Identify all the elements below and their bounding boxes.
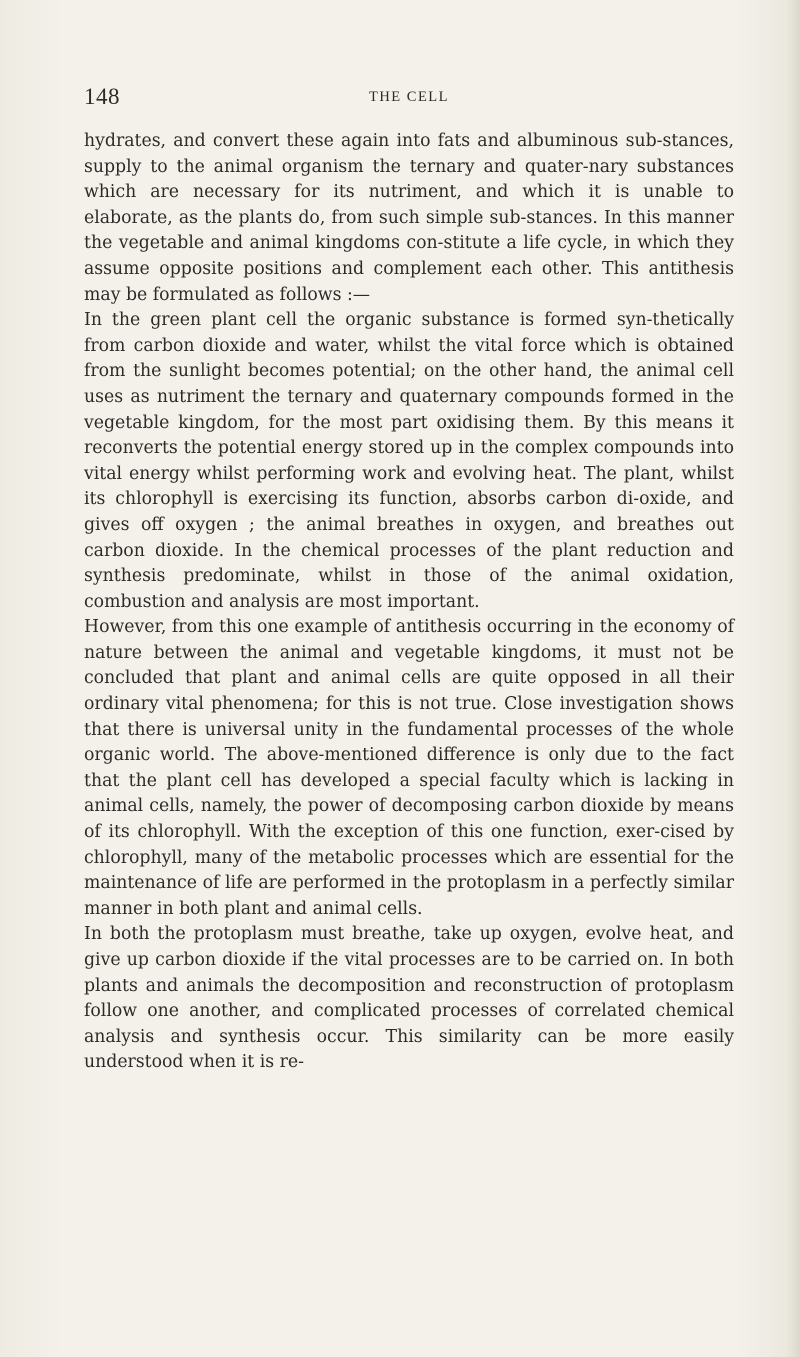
page-number: 148: [84, 84, 120, 109]
body-text: [84, 129, 734, 1076]
page-edge-shadow: [786, 0, 800, 1357]
page-header: [84, 82, 734, 116]
running-head: THE CELL: [368, 89, 450, 105]
paragraph-4: In both the protoplasm must breathe, take up oxygen, evolve heat, and give up carbon dioxide if the vital processes are to be carried on. In both plants and animals the decomposition and reconstruction of protoplasm follow one another, and complicated processes of correlated chemical analysis and synthesis occur. This similarity can be more easily understood when it is re-: [84, 924, 734, 1073]
paragraph-1: hydrates, and convert these again into fats and albuminous sub-stances, supply to the animal organism the ternary and quater-nary substances which are necessary for its nutriment, and which it is unable to elaborate, as the plants do, from such simple sub-stances. In this manner the vegetable and animal kingdoms con-stitute a life cycle, in which they assume opposite positions and complement each other. This antithesis may be formulated as follows :—: [84, 131, 734, 305]
paragraph-2: In the green plant cell the organic substance is formed syn-thetically from carbon dioxide and water, whilst the vital force which is obtained from the sunlight becomes potential; on the other hand, the animal cell uses as nutriment the ternary and quaternary compounds formed in the vegetable kingdom, for the most part oxidising them. By this means it reconverts the potential energy stored up in the complex compounds into vital energy whilst performing work and evolving heat. The plant, whilst its chlorophyll is exercising its function, absorbs carbon di-oxide, and gives off oxygen ; the animal breathes in oxygen, and breathes out carbon dioxide. In the chemical processes of the plant reduction and synthesis predominate, whilst in those of the animal oxidation, combustion and analysis are most important.: [84, 310, 734, 612]
paragraph-3: However, from this one example of antithesis occurring in the economy of nature between the animal and vegetable kingdoms, it must not be concluded that plant and animal cells are quite opposed in all their ordinary vital phenomena; for this is not true. Close investigation shows that there is universal unity in the fundamental processes of the whole organic world. The above-mentioned difference is only due to the fact that the plant cell has developed a special faculty which is lacking in animal cells, namely, the power of decomposing carbon dioxide by means of its chlorophyll. With the exception of this one function, exer-cised by chlorophyll, many of the metabolic processes which are essential for the maintenance of life are performed in the protoplasm in a perfectly similar manner in both plant and animal cells.: [84, 617, 734, 919]
